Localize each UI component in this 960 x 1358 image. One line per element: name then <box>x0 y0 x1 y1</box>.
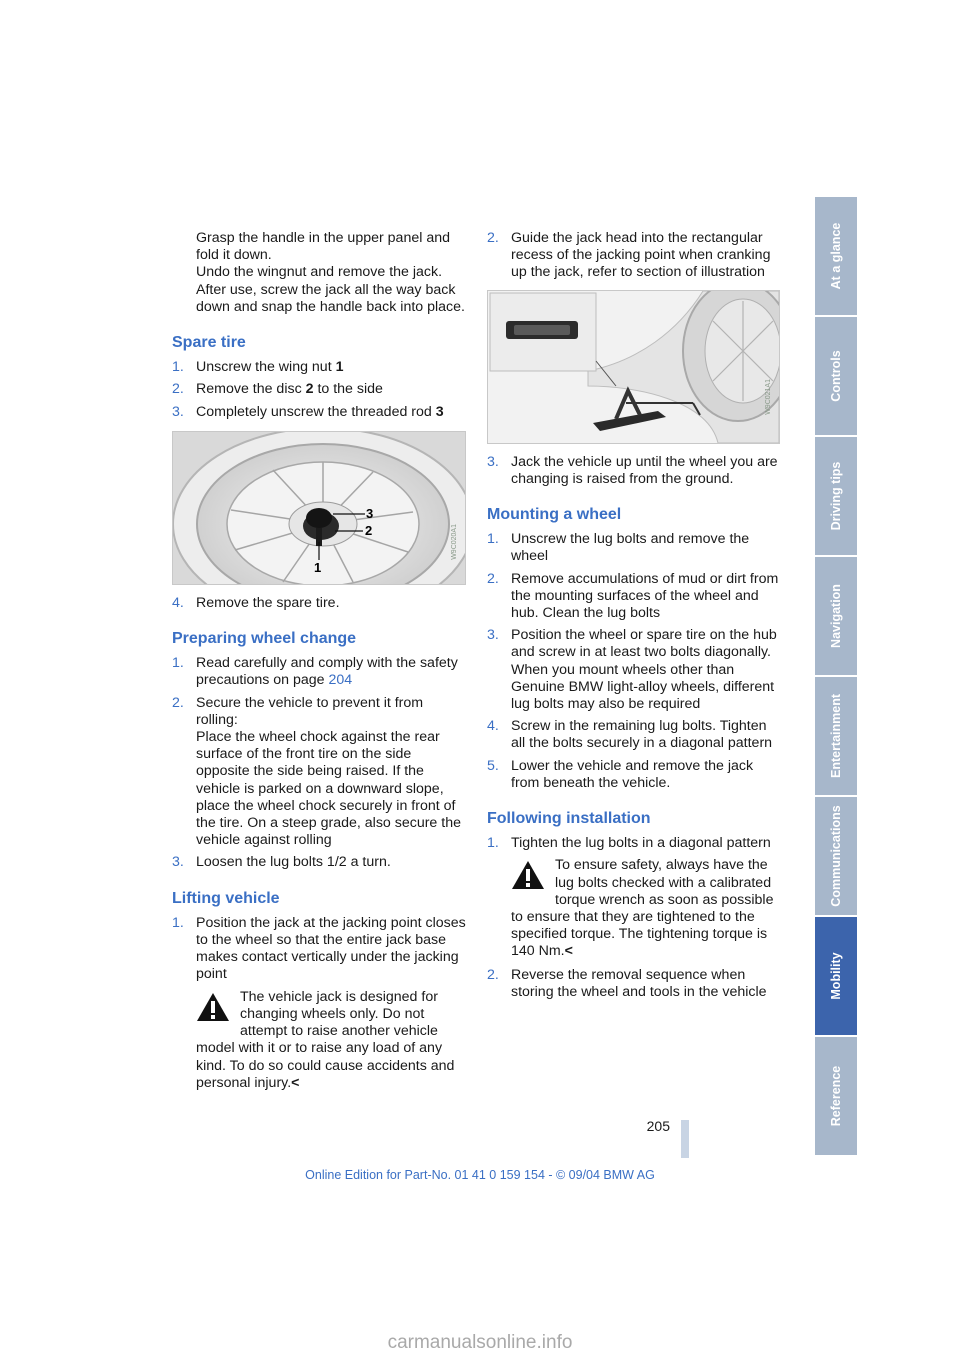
callout-3: 3 <box>366 505 374 521</box>
right-column <box>487 230 783 1006</box>
section-preparing <box>172 630 468 872</box>
list-item <box>487 835 783 852</box>
tab-at-a-glance[interactable] <box>815 197 857 315</box>
step-text: Tighten the lug bolts in a diagonal pattern <box>511 835 771 852</box>
left-column <box>172 230 468 1096</box>
list-item <box>172 695 468 850</box>
step-text: Position the wheel or spare tire on the hub and screw in at least two bolts diagonally. When you mount wheels other than Genuine BMW light-alloy wheels, different lug bolts may also be required <box>511 627 777 713</box>
step-text: Unscrew the wing nut 1 <box>196 359 344 376</box>
list-item <box>172 655 468 689</box>
step-text: Lower the vehicle and remove the jack from beneath the vehicle. <box>511 757 754 791</box>
tab-label: Navigation <box>829 584 843 648</box>
tab-mobility[interactable] <box>815 917 857 1035</box>
figure-code: W9C020A1 <box>450 523 458 560</box>
spare-tire-steps <box>172 359 468 421</box>
tab-driving-tips[interactable] <box>815 437 857 555</box>
tab-label: Driving tips <box>829 461 843 531</box>
step-number: 5. <box>487 757 499 774</box>
heading-mounting: Mounting a wheel <box>487 506 622 524</box>
intro-text: Grasp the handle in the upper panel and fold it down. Undo the wingnut and remove the jack. After use, screw the jack all the way back down and snap the handle back into place. <box>196 230 465 315</box>
spare-wheel-graphic <box>173 432 465 584</box>
tab-label: Entertainment <box>829 693 843 779</box>
step-number: 2. <box>172 381 184 398</box>
step-number: 3. <box>487 627 499 644</box>
step-number: 1. <box>172 655 184 672</box>
step-text: Screw in the remaining lug bolts. Tighten all the bolts securely in a diagonal pattern <box>511 718 773 752</box>
chapter-tabs <box>815 197 857 1157</box>
tab-label: Controls <box>829 350 843 402</box>
warning-text: To ensure safety, always have the lug bolts checked with a calibrated torque wrench as soon as possible to ensure that they are tightened to the specified torque. The tightening torque is 140 Nm. <box>511 857 774 960</box>
step-text: Secure the vehicle to prevent it from rolling: Place the wheel chock against the rear surface of the front tire on the side opposite the side being raised. If the vehicle is parked on a downward slope, place the wheel chock securely in front of the tire. On a steep grade, also secure the vehicle against rolling <box>196 694 461 849</box>
watermark: carmanualsonline.info <box>387 1332 573 1353</box>
spare-tire-illustration <box>172 431 466 585</box>
list-item <box>172 381 468 398</box>
jack-illustration <box>487 290 780 444</box>
step-text: Remove the spare tire. <box>196 594 340 611</box>
warning-triangle-icon <box>196 992 230 1022</box>
list-item <box>487 967 783 1001</box>
step-text: Jack the vehicle up until the wheel you are changing is raised from the ground. <box>511 453 778 487</box>
step-number: 2. <box>487 570 499 587</box>
tab-label: At a glance <box>829 222 843 290</box>
step-number: 1. <box>172 914 184 931</box>
list-item <box>172 359 468 376</box>
step-text: Remove the disc 2 to the side <box>196 381 383 398</box>
page-reference-link[interactable]: 204 <box>328 672 353 689</box>
step-number: 1. <box>487 531 499 548</box>
section-lifting <box>172 890 468 1092</box>
warning-text: The vehicle jack is designed for changing wheels only. Do not attempt to raise another vehicle model with it or to raise any load of any kind. To do so could cause accidents and personal injury. <box>196 988 455 1091</box>
tab-communications[interactable] <box>815 797 857 915</box>
step-number: 1. <box>487 835 499 852</box>
figure-code: W9C021A1 <box>764 378 772 415</box>
section-following <box>487 810 783 1001</box>
step-text: Read carefully and comply with the safety precautions on page 204 <box>196 655 458 689</box>
end-marker: < <box>564 943 573 960</box>
step-number: 2. <box>487 230 499 246</box>
end-marker: < <box>291 1074 300 1091</box>
step-number: 1. <box>172 359 184 376</box>
step-text: Position the jack at the jacking point closes to the wheel so that the entire jack base makes contact vertically under the jacking point <box>196 914 466 983</box>
heading-preparing: Preparing wheel change <box>172 630 357 648</box>
step-text: Completely unscrew the threaded rod 3 <box>196 403 444 420</box>
preparing-steps <box>172 655 468 871</box>
list-item <box>487 454 783 488</box>
page-number-bar <box>681 1120 689 1158</box>
step-text: Unscrew the lug bolts and remove the wheel <box>511 531 750 565</box>
step-number: 3. <box>172 403 184 420</box>
tab-navigation[interactable] <box>815 557 857 675</box>
tab-reference[interactable] <box>815 1037 857 1155</box>
step-number: 3. <box>487 453 499 470</box>
callout-1: 1 <box>314 559 322 575</box>
tab-label: Communications <box>829 805 843 907</box>
mounting-steps <box>487 531 783 792</box>
step-text: Guide the jack head into the rectangular recess of the jacking point when cranking up the jack, refer to section of illustration <box>511 230 771 281</box>
heading-spare-tire: Spare tire <box>172 334 246 352</box>
list-item <box>487 571 783 623</box>
tab-label: Mobility <box>829 952 843 1000</box>
footer-edition-note: Online Edition for Part-No. 01 41 0 159 154 - © 09/04 BMW AG <box>305 1168 655 1182</box>
step-number: 2. <box>172 694 184 711</box>
list-item <box>172 915 468 984</box>
warning-note-torque <box>511 857 783 960</box>
step-text: Reverse the removal sequence when storing the wheel and tools in the vehicle <box>511 966 767 1000</box>
page-number: 205 <box>646 1118 670 1134</box>
step-number: 3. <box>172 854 184 871</box>
step-number: 4. <box>172 594 184 611</box>
step-text: Remove accumulations of mud or dirt from the mounting surfaces of the wheel and hub. Clean the lug bolts <box>511 570 779 622</box>
tab-controls[interactable] <box>815 317 857 435</box>
list-item <box>487 531 783 565</box>
warning-triangle-icon <box>511 860 545 890</box>
list-item <box>487 627 783 713</box>
step-number: 2. <box>487 966 499 983</box>
list-item <box>172 854 468 871</box>
heading-following: Following installation <box>487 810 651 828</box>
warning-note-jack <box>196 989 468 1092</box>
step-number: 4. <box>487 718 499 735</box>
list-item <box>487 230 783 282</box>
tab-label: Reference <box>829 1065 843 1127</box>
list-item <box>172 404 468 421</box>
step-text: Loosen the lug bolts 1/2 a turn. <box>196 854 391 871</box>
callout-2: 2 <box>365 522 373 538</box>
list-item <box>487 718 783 752</box>
tab-entertainment[interactable] <box>815 677 857 795</box>
section-spare-tire <box>172 334 468 612</box>
section-mounting <box>487 506 783 792</box>
jack-graphic <box>488 291 779 443</box>
list-item <box>487 758 783 792</box>
list-item <box>172 595 468 612</box>
heading-lifting: Lifting vehicle <box>172 889 280 907</box>
